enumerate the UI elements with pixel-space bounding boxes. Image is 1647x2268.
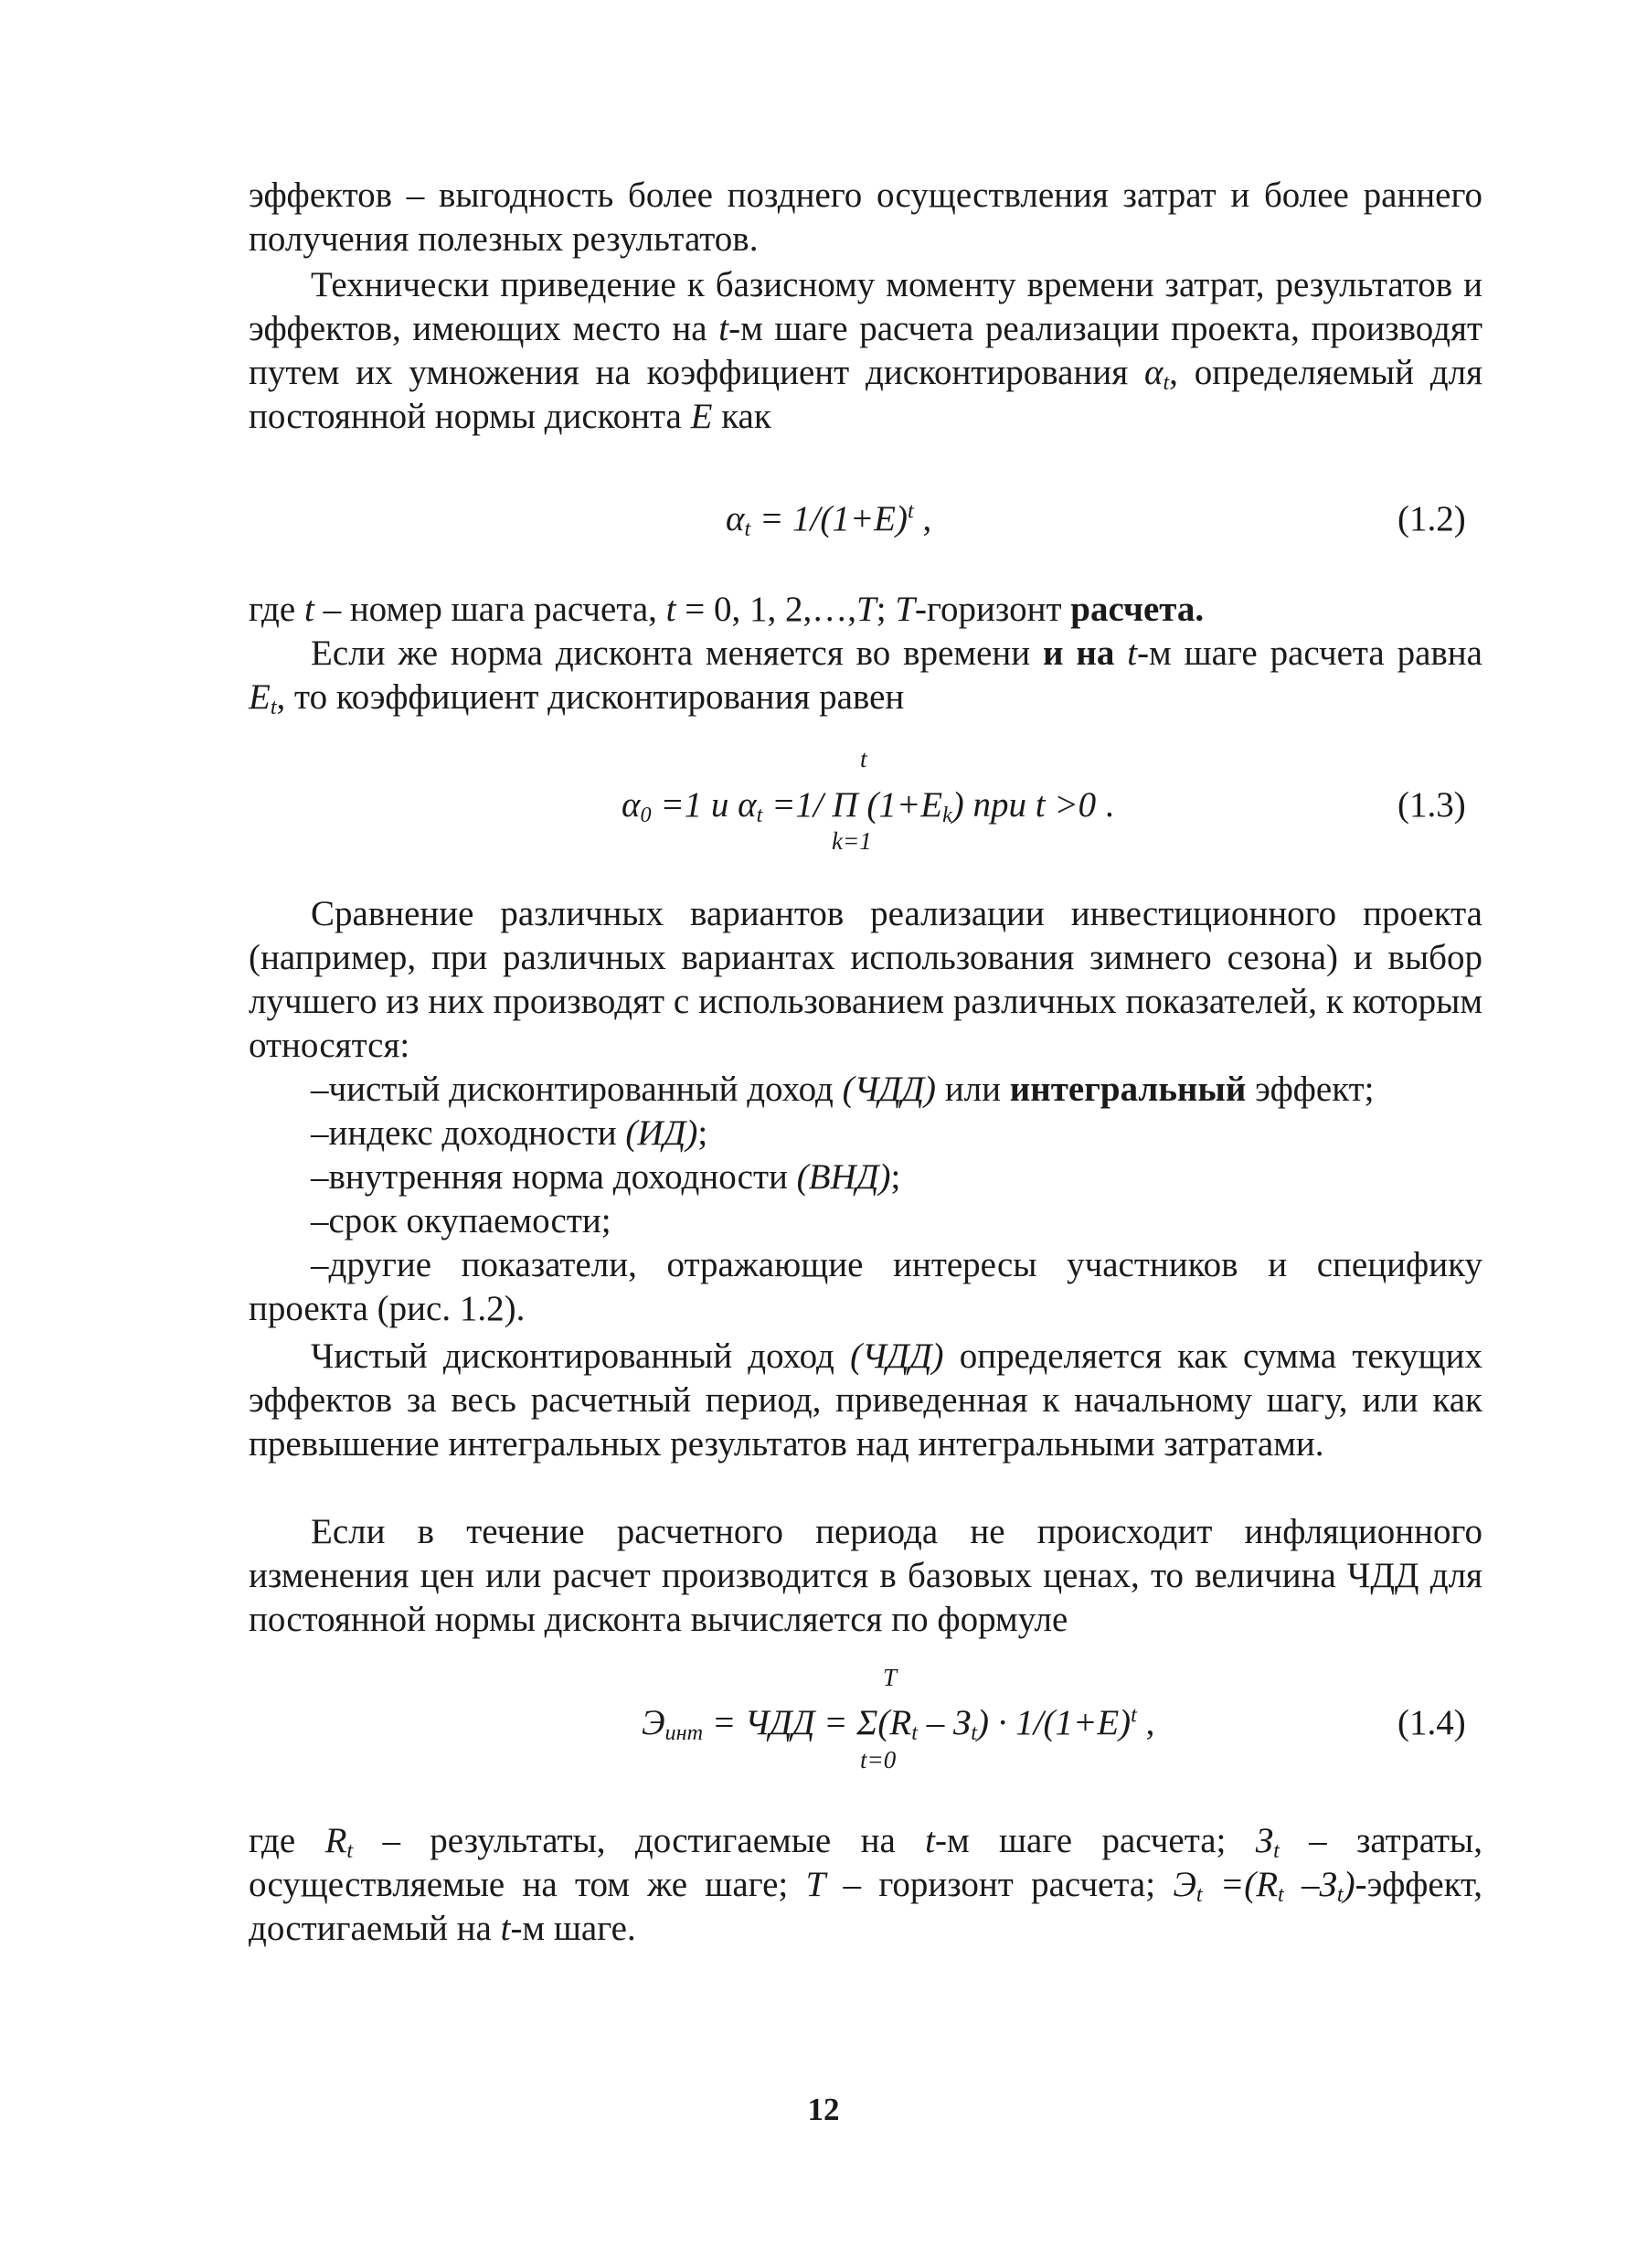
p3-var-T2: T (895, 590, 916, 629)
p8-var-t2: t (500, 1909, 511, 1948)
p8-part-d: – затраты, осуществляемые на том же шаге; (249, 1821, 1482, 1904)
p8-g-sub: t (1336, 1882, 1344, 1908)
p8-part-a: где (249, 1821, 325, 1860)
eq13-alpha0-sub: 0 (640, 803, 652, 828)
paragraph-4-text (249, 632, 1482, 719)
list-item-payback: –срок окупаемости; (311, 1201, 611, 1240)
p2-alpha-sub: t (1163, 370, 1170, 396)
p6-abbr: (ЧДД) (850, 1336, 944, 1376)
p8-E-sub: t (1195, 1882, 1203, 1908)
p8-part-j: -м шаге. (510, 1909, 636, 1948)
indicator-list (249, 1068, 1482, 1331)
li2-part-a: –индекс доходности (311, 1113, 626, 1153)
eq13-alphat: α (738, 785, 757, 825)
p2-part-d: как (712, 397, 771, 436)
paragraph-5 (249, 892, 1482, 1068)
p3-part-b: – номер шага расчета, (313, 590, 666, 629)
li3-abbr: (ВНД) (796, 1157, 891, 1197)
paragraph-7-text: Если в течение расчетного периода не происходит инфляционного изменения цен или расчет производится в базовых ценах, то величина ЧДД для постоянной нормы дисконта вычисляется по формуле (249, 1512, 1482, 1639)
p4-E-sub: t (270, 695, 277, 720)
list-item-npv (249, 1068, 1482, 1112)
p3-part-a: где (249, 590, 304, 629)
p3-part-e: -горизонт (915, 590, 1071, 629)
equation-1-2 (726, 498, 932, 542)
li2-abbr: (ИД) (625, 1113, 698, 1153)
p4-part-b: -м шаге расчета равна (1137, 634, 1482, 673)
eq13-alpha0: α (622, 785, 641, 825)
eq14-mid4: ) · 1/(1+E) (976, 1703, 1132, 1742)
eq12-rhs-sup: t (907, 498, 914, 524)
paragraph-5-text: Сравнение различных вариантов реализации инвестиционного проекта (например, при различных вариантах использования зимнего сезона) и выбор лучшего из них производят с использованием различных показателей, к которым относятся: (249, 894, 1482, 1065)
li2-part-b: ; (697, 1113, 708, 1153)
eq13-mid2: =1/ П (1+E (762, 785, 943, 825)
paragraph-6-text (249, 1335, 1482, 1466)
eq14-r-sub: t (911, 1720, 918, 1746)
p8-part-e: – горизонт расчета; (825, 1865, 1174, 1904)
eq13-mid1: =1 и (651, 785, 738, 825)
p6-part-a: Чистый дисконтированный доход (311, 1336, 851, 1376)
eq14-tail: , (1136, 1703, 1155, 1742)
p3-part-c: = 0, 1, 2,…, (675, 590, 857, 629)
equation-1-4 (642, 1702, 1155, 1746)
p4-var-t: t (1127, 634, 1138, 673)
p8-part-b: – результаты, достигаемые на (353, 1821, 926, 1860)
paragraph-3 (249, 588, 1482, 632)
paragraph-2 (249, 263, 1482, 439)
li3-part-b: ; (890, 1157, 901, 1197)
paragraph-2-text (249, 263, 1482, 439)
p8-Z-sub: t (1273, 1838, 1280, 1864)
p3-bold: расчета. (1070, 590, 1205, 629)
eq14-sigma: Σ (856, 1703, 878, 1742)
li1-abbr: (ЧДД) (842, 1070, 937, 1109)
li1-part-c: эффект; (1246, 1070, 1375, 1109)
paragraph-7 (249, 1510, 1482, 1642)
paragraph-8-text (249, 1819, 1482, 1951)
p8-part-g: –З (1283, 1865, 1337, 1904)
p8-R-sub: t (346, 1838, 354, 1864)
p8-Z (1255, 1821, 1280, 1864)
list-item-irr (249, 1155, 1482, 1199)
p3-var-T: T (856, 590, 877, 629)
paragraph-1-text: эффектов – выгодность более позднего осуществления затрат и более раннего получения полезных результатов. (249, 176, 1482, 259)
p4-part-a: Если же норма дисконта меняется во времени (311, 634, 1044, 673)
li1-part-b: или (936, 1070, 1010, 1109)
page-number: 12 (807, 2092, 840, 2127)
eq14-mid3: – З (917, 1703, 972, 1742)
eq12-tail: , (913, 499, 932, 538)
eq12-rhs: = 1/(1+E) (750, 499, 908, 538)
eq13-mid3: ) при t >0 (951, 785, 1097, 825)
eq13-top-limit: t (860, 745, 867, 772)
equation-1-2-number: (1.2) (1397, 499, 1466, 538)
eq13-tail: . (1096, 785, 1114, 825)
list-item-pi (249, 1112, 1482, 1155)
p8-part-h: ) (1343, 1865, 1355, 1904)
p2-alpha-symbol: α (1143, 353, 1164, 392)
p4-bold: и на (1043, 634, 1128, 673)
equation-1-3-number: (1.3) (1397, 785, 1466, 825)
p8-var-T: T (805, 1865, 826, 1904)
p2-part-b: -м шаге расчета реализации проекта, производят путем их умножения на коэффициент дисконтирования (249, 309, 1483, 392)
eq13-alphat-sub: t (756, 803, 763, 828)
eq14-lhs-sub: инт (664, 1720, 704, 1746)
li1-part-a: –чистый дисконтированный доход (311, 1070, 843, 1109)
paragraph-6 (249, 1335, 1482, 1466)
p2-part-c: , определяемый для постоянной нормы дисконта (249, 353, 1483, 436)
p8-Z-symbol: З (1255, 1821, 1274, 1860)
eq12-alpha-sub: t (744, 516, 751, 542)
p3-var-t2: t (665, 590, 676, 629)
p8-effect-formula (1173, 1865, 1355, 1908)
eq14-sup: t (1131, 1702, 1137, 1728)
p8-part-f: =(R (1202, 1865, 1279, 1904)
eq13-bottom-limit: k=1 (832, 827, 872, 855)
paragraph-3-text (249, 588, 1482, 632)
p2-var-E: E (690, 397, 713, 436)
p2-alpha (1143, 353, 1170, 396)
p8-E-symbol: Э (1173, 1865, 1196, 1904)
list-item-other: –другие показатели, отражающие интересы участников и специфику проекта (рис. 1.2). (249, 1245, 1482, 1328)
li3-part-a: –внутренняя норма доходности (311, 1157, 797, 1197)
p8-var-t: t (925, 1821, 935, 1860)
eq14-mid1: = ЧДД = (703, 1703, 857, 1742)
p8-part-c: -м шаге расчета; (934, 1821, 1256, 1860)
paragraph-8 (249, 1819, 1482, 1951)
p4-part-c: , то коэффициент дисконтирования равен (276, 677, 905, 717)
p3-var-t: t (303, 590, 314, 629)
p2-var-t: t (718, 309, 729, 348)
p8-R-symbol: R (324, 1821, 347, 1860)
eq14-z-sub: t (971, 1720, 977, 1746)
equation-1-4-number: (1.4) (1397, 1703, 1466, 1742)
eq14-top-limit: T (883, 1664, 898, 1691)
p6-part-b: определяется как сумма текущих эффектов за весь расчетный период, приведенная к начальному шагу, или как превышение интегральных результатов над интегральными затратами. (249, 1336, 1482, 1464)
p4-E-symbol: E (249, 677, 271, 717)
p2-part-a: Технически приведение к базисному моменту времени затрат, результатов и эффектов, имеющих место на (249, 265, 1482, 348)
p4-E (249, 677, 277, 720)
p8-f-sub: t (1278, 1882, 1284, 1908)
p3-part-d: ; (876, 590, 896, 629)
li1-bold: интегральный (1009, 1070, 1247, 1109)
eq14-mid2: (R (877, 1703, 912, 1742)
eq13-ek-sub: k (942, 803, 952, 828)
eq14-bottom-limit: t=0 (860, 1746, 897, 1773)
p8-R (324, 1821, 354, 1864)
paragraph-4 (249, 632, 1482, 719)
paragraph-1 (249, 174, 1482, 261)
eq14-lhs: Э (642, 1703, 665, 1742)
eq12-alpha: α (726, 499, 745, 538)
equation-1-3 (622, 784, 1114, 828)
p8-part-i: -эффект, достигаемый на (249, 1865, 1483, 1948)
